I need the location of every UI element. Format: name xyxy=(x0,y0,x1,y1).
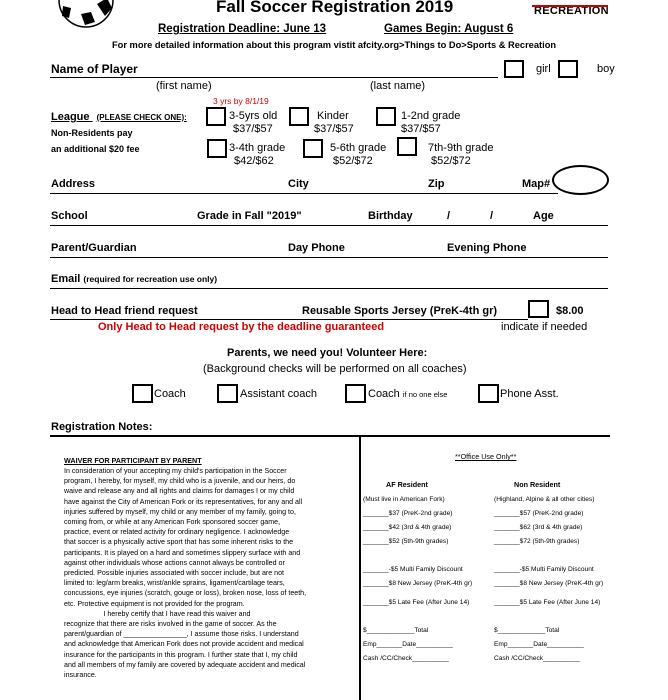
recreation-logo-text: RECREATION xyxy=(534,5,609,17)
registration-notes-label: Registration Notes: xyxy=(51,421,153,433)
league-price-kinder: $37/$57 xyxy=(314,123,354,135)
page-title: Fall Soccer Registration 2019 xyxy=(216,0,454,16)
boy-checkbox[interactable] xyxy=(558,60,578,78)
league-price-7-9: $52/$72 xyxy=(431,155,471,167)
recreation-logo-bar xyxy=(532,0,608,7)
girl-checkbox[interactable] xyxy=(504,60,524,78)
af-extra-1: _______-$5 Multi Family Discount xyxy=(363,566,463,573)
waiver-line: limited to: leg/arm breaks, wrist/ankle sprains, ligament/cartilage tears, xyxy=(64,579,285,588)
volunteer-subheading: (Background checks will be performed on all coaches) xyxy=(203,363,467,375)
nonres-line1: Non-Residents pay xyxy=(51,128,133,138)
section-divider xyxy=(359,435,361,700)
waiver-line: against other individuals whose actions cannot always be controlled or xyxy=(64,558,285,567)
player-name-line xyxy=(50,77,498,78)
jersey-note: indicate if needed xyxy=(501,321,588,333)
parent-line xyxy=(50,257,608,258)
af-row-1-text: $37 (PreK-2nd grade) xyxy=(388,510,453,517)
waiver-title: WAIVER FOR PARTICIPANT BY PARENT xyxy=(64,456,202,465)
league-option-kinder: Kinder xyxy=(317,110,349,122)
last-name-label: (last name) xyxy=(370,80,426,92)
league-checkbox-7-9[interactable] xyxy=(397,137,417,156)
nr-row-2-text: $62 (3rd & 4th grade) xyxy=(519,524,583,531)
af-extra-2: _______$8 New Jersey (PreK-4th gr) xyxy=(363,580,473,587)
nr-extra-3: _______$5 Late Fee (After June 14) xyxy=(494,599,601,606)
nr-extra-2: _______$8 New Jersey (PreK-4th gr) xyxy=(494,580,604,587)
waiver-line: parent/guardian of ________________, I assume those risks. I understand xyxy=(64,630,299,639)
nr-extra-1-text: -$5 Multi Family Discount xyxy=(519,566,594,573)
waiver-line: In consideration of your accepting my child's participation in the Soccer xyxy=(64,467,287,475)
waiver-line: recognize that there are risks involved in the game of soccer. As the xyxy=(64,620,277,629)
birthday-label: Birthday xyxy=(368,210,413,222)
nr-row-3: _______$72 (5th-9th grades) xyxy=(494,538,580,545)
league-option-1-2: 1-2nd grade xyxy=(401,110,461,122)
nr-row-1: _______$57 (PreK-2nd grade) xyxy=(494,510,584,517)
zip-label: Zip xyxy=(428,178,445,190)
waiver-line: insurance. xyxy=(64,671,97,680)
info-text: For more detailed information about this program vistit afcity.org>Things to Do>Sports & Recreation xyxy=(112,40,557,50)
phone-asst-label: Phone Asst. xyxy=(500,388,559,400)
af-row-3: _______$52 (5th-9th grades) xyxy=(363,538,449,545)
league-checkbox-5-6[interactable] xyxy=(303,139,323,158)
games-begin-text: Games Begin: August 6 xyxy=(384,23,514,35)
coach-if-none-checkbox[interactable] xyxy=(345,384,366,403)
nr-row-3-text: $72 (5th-9th grades) xyxy=(519,538,580,545)
school-line xyxy=(50,225,608,226)
waiver-line: have against the City of American Fork or its representatives, for any and all xyxy=(64,497,303,506)
age-label: Age xyxy=(533,210,554,222)
league-check-note: (PLEASE CHECK ONE): xyxy=(96,113,187,122)
coach-checkbox[interactable] xyxy=(132,384,153,403)
af-extra-3-text: $5 Late Fee (After June 14) xyxy=(388,599,470,606)
nr-row-2: _______$62 (3rd & 4th grade) xyxy=(494,524,583,531)
age-note: 3 yrs by 8/1/19 xyxy=(213,96,269,106)
map-label: Map# xyxy=(522,178,551,190)
waiver-line: participants. It is played on a hard and sometimes slippery surface with and xyxy=(64,548,301,557)
waiver-line: concussions, eye injuries (scratch, gouge or loss), broken nose, loss of teeth, xyxy=(64,589,307,598)
grade-label: Grade in Fall "2019" xyxy=(197,210,302,222)
coach-if-none-text: Coach xyxy=(368,388,400,400)
boy-label: boy xyxy=(597,63,615,75)
girl-label: girl xyxy=(536,63,551,75)
parent-label: Parent/Guardian xyxy=(51,242,137,254)
af-row-2: _______$42 (3rd & 4th grade) xyxy=(363,524,452,531)
waiver-line: that soccer is a physically active sport that has some inherent risks to the xyxy=(64,538,294,547)
h2h-line xyxy=(50,319,528,320)
af-total: $_____________Total xyxy=(363,627,429,634)
league-checkbox-3-5[interactable] xyxy=(206,107,226,126)
nr-extra-2-text: $8 New Jersey (PreK-4th gr) xyxy=(519,580,604,587)
first-name-label: (first name) xyxy=(156,80,212,92)
league-checkbox-kinder[interactable] xyxy=(289,107,309,126)
nonres-line2: an additional $20 fee xyxy=(51,144,140,154)
league-option-7-9: 7th-9th grade xyxy=(428,142,494,154)
notes-line xyxy=(50,435,610,437)
nr-extra-3-text: $5 Late Fee (After June 14) xyxy=(519,599,601,606)
league-label xyxy=(51,111,187,123)
address-line xyxy=(50,193,558,194)
league-label-text: League xyxy=(51,111,90,123)
league-option-5-6: 5-6th grade xyxy=(330,142,387,154)
nr-emp-date: Emp_______Date__________ xyxy=(494,641,584,648)
deadline-text: Registration Deadline: June 13 xyxy=(158,23,327,35)
league-price-5-6: $52/$72 xyxy=(333,155,373,167)
league-option-3-4: 3-4th grade xyxy=(229,142,286,154)
af-extra-3: _______$5 Late Fee (After June 14) xyxy=(363,599,470,606)
nonresident-heading: Non Resident xyxy=(514,480,561,489)
waiver-line: and acknowledge that American Fork does not provide accident and medical xyxy=(64,640,304,649)
assistant-coach-checkbox[interactable] xyxy=(217,384,238,403)
af-extra-2-text: $8 New Jersey (PreK-4th gr) xyxy=(388,580,473,587)
phone-asst-checkbox[interactable] xyxy=(478,384,499,403)
email-label-text: Email xyxy=(51,273,81,285)
birthday-slash-1: / xyxy=(447,210,451,222)
league-price-3-5: $37/$57 xyxy=(233,123,273,135)
nr-extra-1: _______-$5 Multi Family Discount xyxy=(494,566,594,573)
league-checkbox-1-2[interactable] xyxy=(376,107,396,126)
nr-row-1-text: $57 (PreK-2nd grade) xyxy=(519,510,584,517)
email-line xyxy=(50,288,608,289)
af-payment: Cash /CC/Check__________ xyxy=(363,655,449,662)
waiver-line: coming from, or while at any American Fork sponsored soccer game, xyxy=(64,518,281,527)
volunteer-heading: Parents, we need you! Volunteer Here: xyxy=(227,347,428,359)
nonresident-sub: (Highland, Alpine & all other cities) xyxy=(494,496,595,503)
af-resident-sub: (Must live in American Fork) xyxy=(363,496,445,503)
soccer-ball-logo xyxy=(55,0,117,34)
address-label: Address xyxy=(51,178,96,190)
waiver-line: etc. Protective equipment is not provided for the program. xyxy=(64,599,245,608)
waiver-text xyxy=(64,466,356,680)
waiver-line: and all members of my family are covered by adequate accident and medical xyxy=(64,660,306,669)
h2h-label: Head to Head friend request xyxy=(51,305,198,317)
h2h-note: Only Head to Head request by the deadline guaranteed xyxy=(98,321,385,333)
waiver-line: insurance for the participants in this program. I further state that I, my child xyxy=(64,650,298,659)
af-emp-date: Emp_______Date__________ xyxy=(363,641,453,648)
birthday-slash-2: / xyxy=(490,210,494,222)
league-checkbox-3-4[interactable] xyxy=(207,139,227,158)
coach-if-none-label xyxy=(368,388,447,400)
waiver-line: program, I hereby, for myself, my child who is a juvenile, and our heirs, do xyxy=(64,477,296,486)
city-label: City xyxy=(288,178,309,190)
school-label: School xyxy=(51,210,88,222)
player-name-label: Name of Player xyxy=(51,62,138,76)
email-label xyxy=(51,273,217,285)
waiver-line: practice, event or related activity for ordinary negligence. I acknowledge xyxy=(64,528,290,537)
jersey-checkbox[interactable] xyxy=(528,300,549,318)
league-option-3-5: 3-5yrs old xyxy=(229,110,278,122)
nr-total: $_____________Total xyxy=(494,627,560,634)
af-extra-1-text: -$5 Multi Family Discount xyxy=(388,566,463,573)
af-row-3-text: $52 (5th-9th grades) xyxy=(388,538,449,545)
office-title: **Office Use Only** xyxy=(455,452,517,461)
evening-phone-label: Evening Phone xyxy=(447,242,527,254)
af-row-2-text: $42 (3rd & 4th grade) xyxy=(388,524,452,531)
waiver-line: predicted. Possible injuries associated with soccer include, but are not xyxy=(64,569,285,578)
jersey-label: Reusable Sports Jersey (PreK-4th gr) xyxy=(302,305,498,317)
day-phone-label: Day Phone xyxy=(288,242,345,254)
email-note: (required for recreation use only) xyxy=(83,274,218,284)
jersey-price: $8.00 xyxy=(556,305,584,317)
waiver-line: waive and release any and all rights and claims for damages I or my child xyxy=(64,487,295,496)
af-resident-heading: AF Resident xyxy=(386,480,428,489)
league-price-3-4: $42/$62 xyxy=(234,155,274,167)
coach-if-none-note: if no one else xyxy=(402,390,448,399)
league-price-1-2: $37/$57 xyxy=(401,123,441,135)
coach-label: Coach xyxy=(154,388,186,400)
af-row-1: _______$37 (PreK-2nd grade) xyxy=(363,510,453,517)
assistant-coach-label: Assistant coach xyxy=(240,388,318,400)
map-number-oval[interactable] xyxy=(552,165,609,195)
waiver-line: I hereby certify that I have read this waiver and xyxy=(64,609,251,618)
nr-payment: Cash /CC/Check__________ xyxy=(494,655,580,662)
waiver-line: injuries suffered by myself, my child or any member of my family, going to, xyxy=(64,507,296,516)
